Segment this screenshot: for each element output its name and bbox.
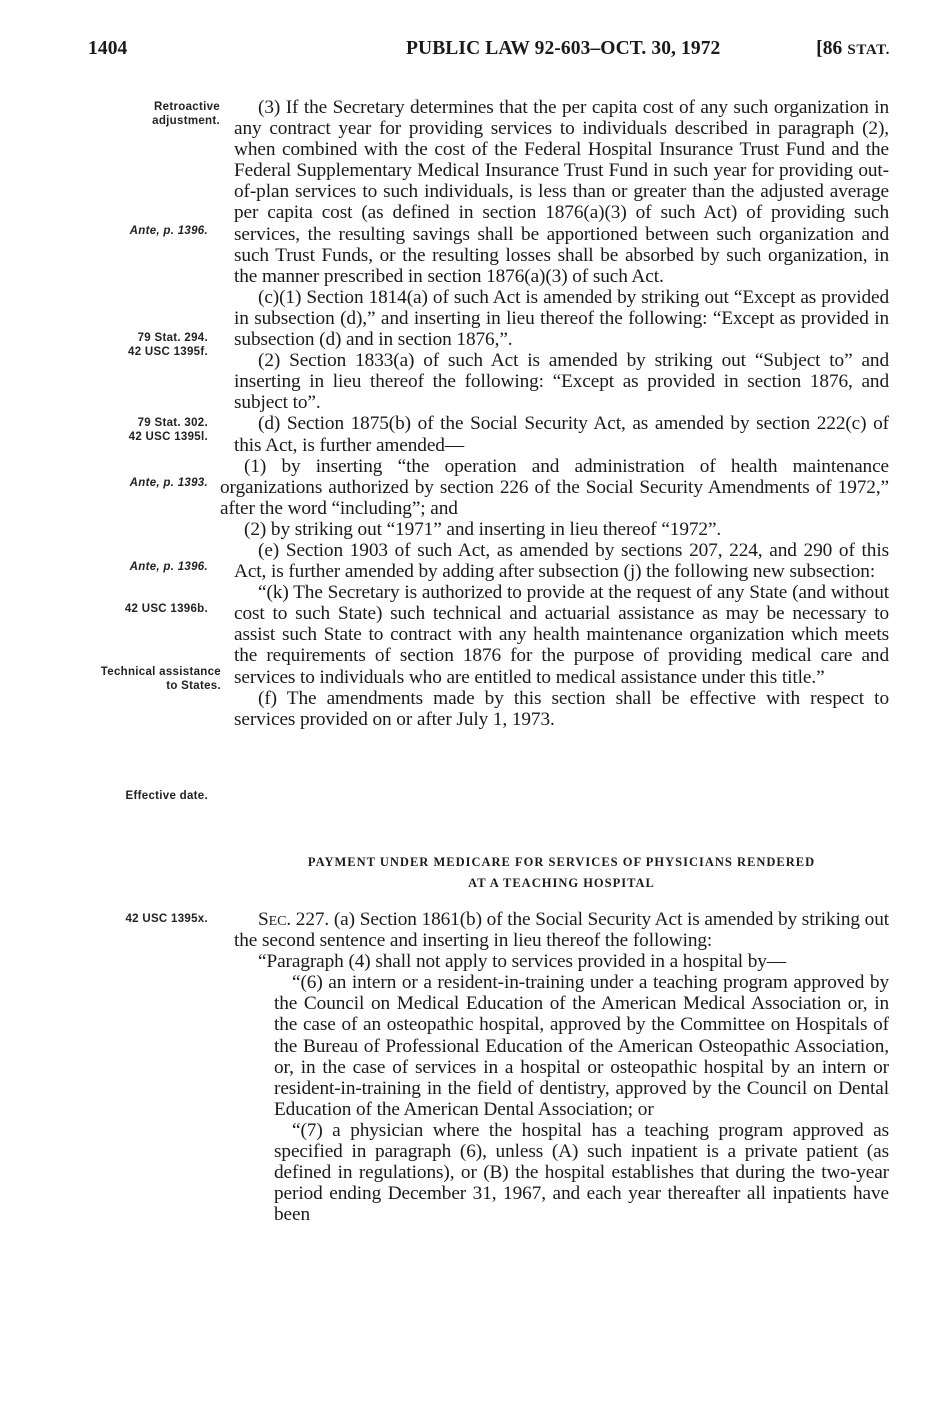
- margin-note-retroactive-adjustment: Retroactive adjustment.: [152, 101, 220, 127]
- statute-volume: [86: [816, 38, 848, 59]
- margin-note-ante-1396-b: Ante, p. 1396.: [129, 561, 208, 573]
- margin-note-effective-date: Effective date.: [125, 790, 208, 802]
- margin-note-79-stat-302: 79 Stat. 302.: [137, 417, 208, 429]
- section-label: Sec.: [258, 909, 292, 930]
- margin-note-42-usc-1396b: 42 USC 1396b.: [124, 603, 208, 615]
- paragraph-e: (e) Section 1903 of such Act, as amended by sections 207, 224, and 290 of this Act, is further amended by adding after subsection (j) the following new subsection:: [234, 539, 889, 583]
- statute-word: STAT.: [847, 42, 890, 58]
- quote-lead-paragraph-4: “Paragraph (4) shall not apply to services provided in a hospital by—: [258, 951, 787, 973]
- paragraph-c1: (c)(1) Section 1814(a) of such Act is amended by striking out “Except as provided in subsection (d),” and inserting in lieu thereof the following: “Except as provided in subsection (d) and in section 1876,”.: [234, 286, 889, 351]
- law-title: PUBLIC LAW 92-603–OCT. 30, 1972: [406, 38, 721, 59]
- margin-note-42-usc-1395x: 42 USC 1395x.: [125, 913, 208, 925]
- section-227-intro: Sec. 227. (a) Section 1861(b) of the Social Security Act is amended by striking out the second sentence and inserting in lieu thereof the following:: [234, 909, 889, 952]
- clause-7: “(7) a physician where the hospital has a teaching program approved as specified in paragraph (6), unless (A) such inpatient is a private patient (as defined in regulations), or (B) the hospital establishes that during the two-year period ending December 31, 1967, and each year thereafter all inpatients have been: [274, 1119, 889, 1226]
- margin-note-ante-1393: Ante, p. 1393.: [129, 477, 208, 489]
- margin-note-42-usc-1395l: 42 USC 1395l.: [128, 431, 208, 443]
- margin-note-technical-assistance: Technical assistance to States.: [100, 666, 221, 692]
- paragraph-d1: (1) by inserting “the operation and administration of health maintenance organizations authorized by section 226 of the Social Security Amendments of 1972,” after the word “including”; and: [220, 455, 889, 519]
- section-heading: [234, 852, 889, 894]
- paragraph-c2: (2) Section 1833(a) of such Act is amended by striking out “Subject to” and inserting in lieu thereof the following: “Except as provided in section 1876, and subject to”.: [234, 350, 889, 414]
- clause-6: “(6) an intern or a resident-in-training under a teaching program approved by the Council on Medical Education of the American Medical Association or, in the case of an osteopathic hospital, approved by the Committee on Hospitals of the Bureau of Professional Education of the American Osteopathic Association, or, in the case of services in a hospital or osteopathic hospital by an intern or resident-in-training in the field of dentistry, approved by the Council on Dental Education of the American Dental Association; or: [274, 972, 889, 1120]
- margin-note-79-stat-294: 79 Stat. 294.: [137, 332, 208, 344]
- margin-note-ante-1396: Ante, p. 1396.: [129, 225, 208, 237]
- margin-note-42-usc-1395f: 42 USC 1395f.: [128, 346, 208, 358]
- paragraph-3-retroactive-adjustment: (3) If the Secretary determines that the per capita cost of any such organization in any contract year for providing services to individuals described in paragraph (2), when combined with the cost of the Federal Hospital Insurance Trust Fund and the Federal Supplementary Medical Insurance Trust Fund in such year for providing out-of-plan services to such individuals, is less than or greater than the adjusted average per capita cost (as defined in section 1876(a)(3) of such Act) of providing such services, the resulting savings shall be apportioned between such organization and such Trust Funds, or the resulting losses shall be absorbed by such organization, in the manner prescribed in section 1876(a)(3) of such Act.: [234, 97, 889, 287]
- paragraph-f: (f) The amendments made by this section shall be effective with respect to services provided on or after July 1, 1973.: [234, 687, 889, 730]
- running-header: [88, 38, 888, 68]
- paragraph-d2: (2) by striking out “1971” and inserting in lieu thereof “1972”.: [244, 518, 722, 540]
- page-number: 1404: [88, 38, 128, 59]
- section-heading-line-1: PAYMENT UNDER MEDICARE FOR SERVICES OF PHYSICIANS RENDERED: [307, 855, 816, 869]
- paragraph-k: “(k) The Secretary is authorized to provide at the request of any State (and without cost to such State) such technical and actuarial assistance as may be necessary to assist such State to contract with any health maintenance organization which meets the requirements of section 1876 for the purpose of providing medical care and services to individuals who are entitled to medical assistance under this title.”: [234, 582, 889, 688]
- section-heading-line-2: AT A TEACHING HOSPITAL: [468, 876, 655, 890]
- statute-reference: [816, 38, 890, 60]
- paragraph-d: (d) Section 1875(b) of the Social Security Act, as amended by section 222(c) of this Act, is further amended—: [234, 413, 889, 456]
- section-227-block: [234, 909, 889, 1225]
- body-text-block: [220, 97, 889, 730]
